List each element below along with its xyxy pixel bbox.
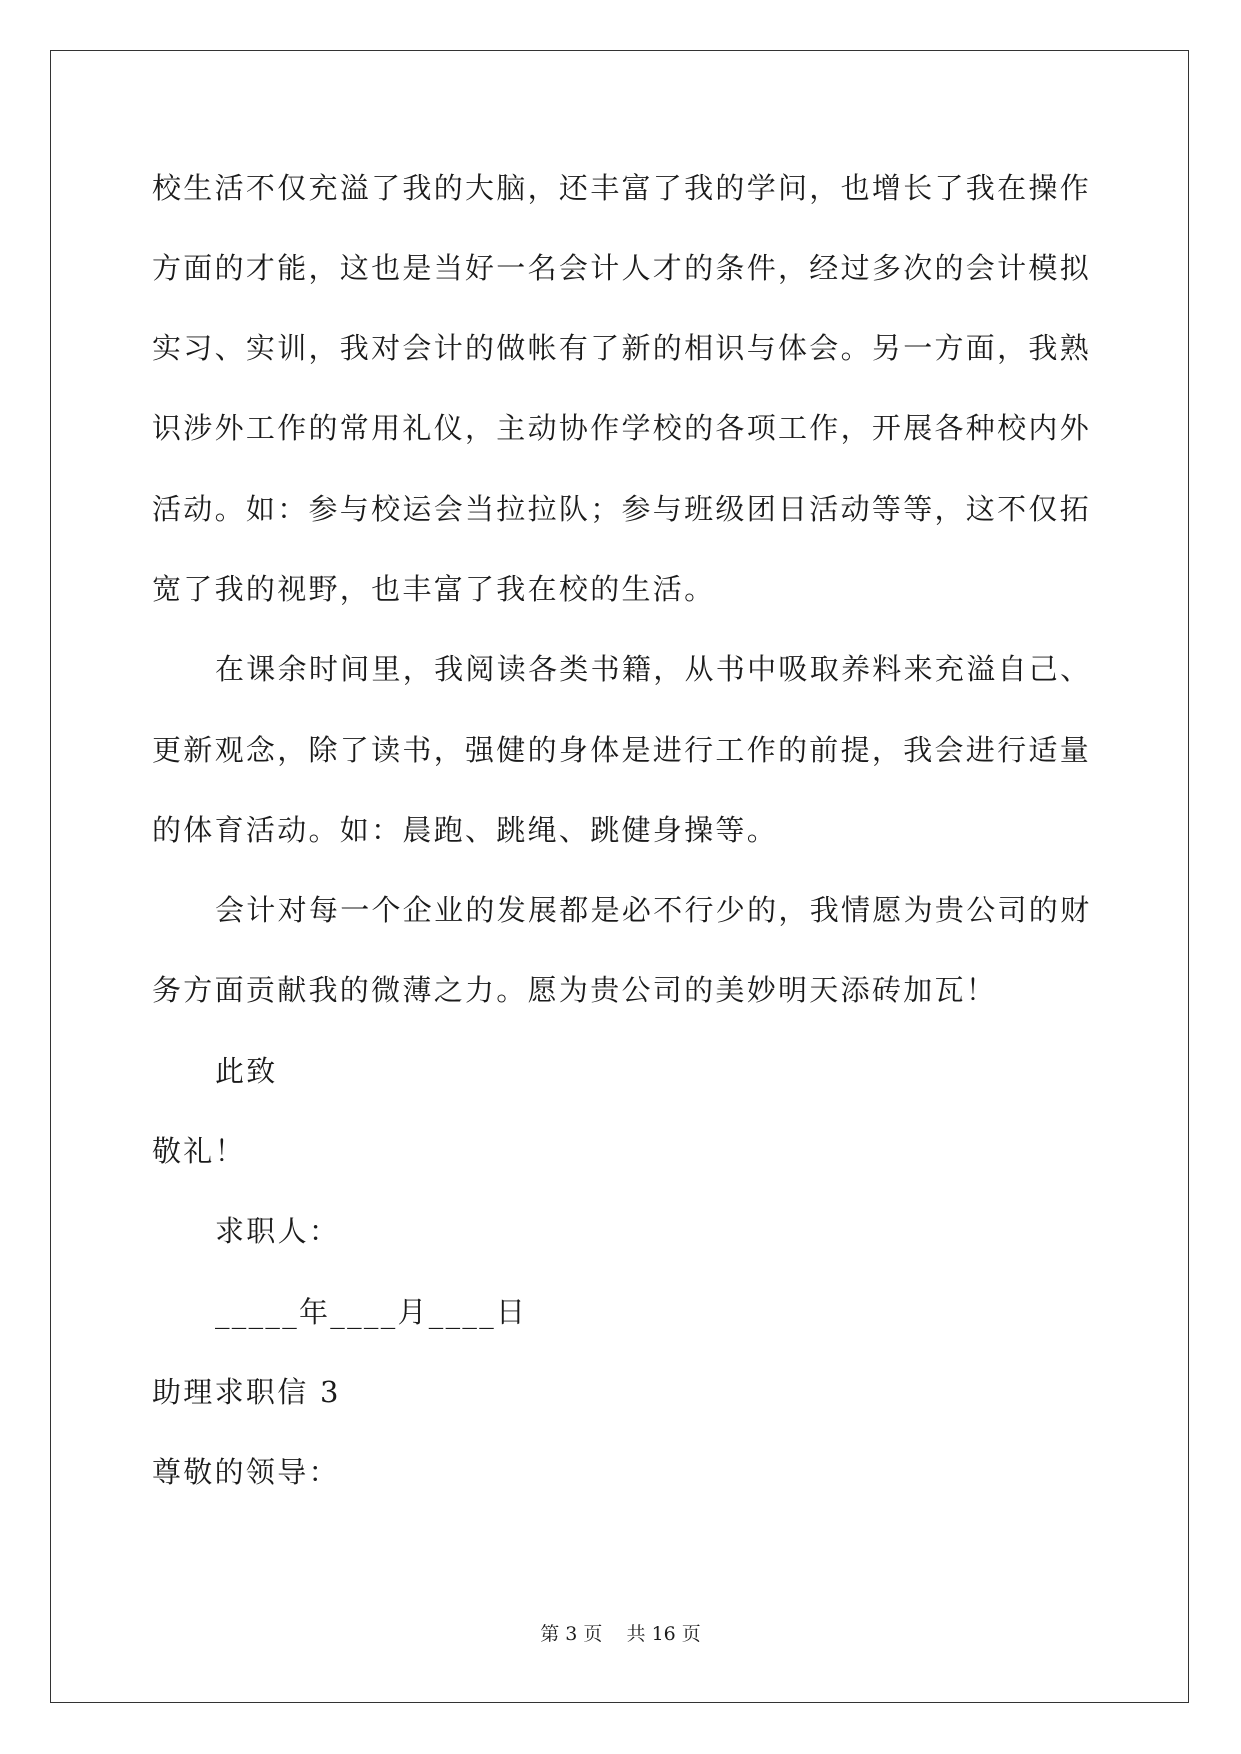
- body-line-6: 宽了我的视野，也丰富了我在校的生活。: [152, 572, 716, 606]
- body-line-4: 识涉外工作的常用礼仪，主动协作学校的各项工作，开展各种校内外: [152, 411, 1092, 445]
- body-line-5: 活动。如：参与校运会当拉拉队；参与班级团日活动等等，这不仅拓: [152, 492, 1092, 526]
- greeting-line: 尊敬的领导：: [152, 1455, 340, 1489]
- body-line-2: 方面的才能，这也是当好一名会计人才的条件，经过多次的会计模拟: [152, 251, 1092, 285]
- page-number-footer: 第 3 页 共 16 页: [540, 1623, 701, 1645]
- date-line: _____年____月____日: [215, 1295, 528, 1329]
- body-line-7: 在课余时间里，我阅读各类书籍，从书中吸取养料来充溢自己、: [215, 652, 1092, 686]
- applicant-label: 求职人：: [215, 1214, 341, 1248]
- salutation-jingli: 敬礼！: [152, 1134, 246, 1168]
- salutation-cizhi: 此致: [215, 1054, 278, 1088]
- section-heading: 助理求职信 3: [152, 1375, 341, 1409]
- body-line-8: 更新观念，除了读书，强健的身体是进行工作的前提，我会进行适量: [152, 733, 1092, 767]
- body-line-10: 会计对每一个企业的发展都是必不行少的，我情愿为贵公司的财: [215, 893, 1092, 927]
- body-line-9: 的体育活动。如：晨跑、跳绳、跳健身操等。: [152, 813, 779, 847]
- body-line-1: 校生活不仅充溢了我的大脑，还丰富了我的学问，也增长了我在操作: [152, 171, 1092, 205]
- body-line-3: 实习、实训，我对会计的做帐有了新的相识与体会。另一方面，我熟: [152, 331, 1092, 365]
- body-line-11: 务方面贡献我的微薄之力。愿为贵公司的美妙明天添砖加瓦！: [152, 973, 998, 1007]
